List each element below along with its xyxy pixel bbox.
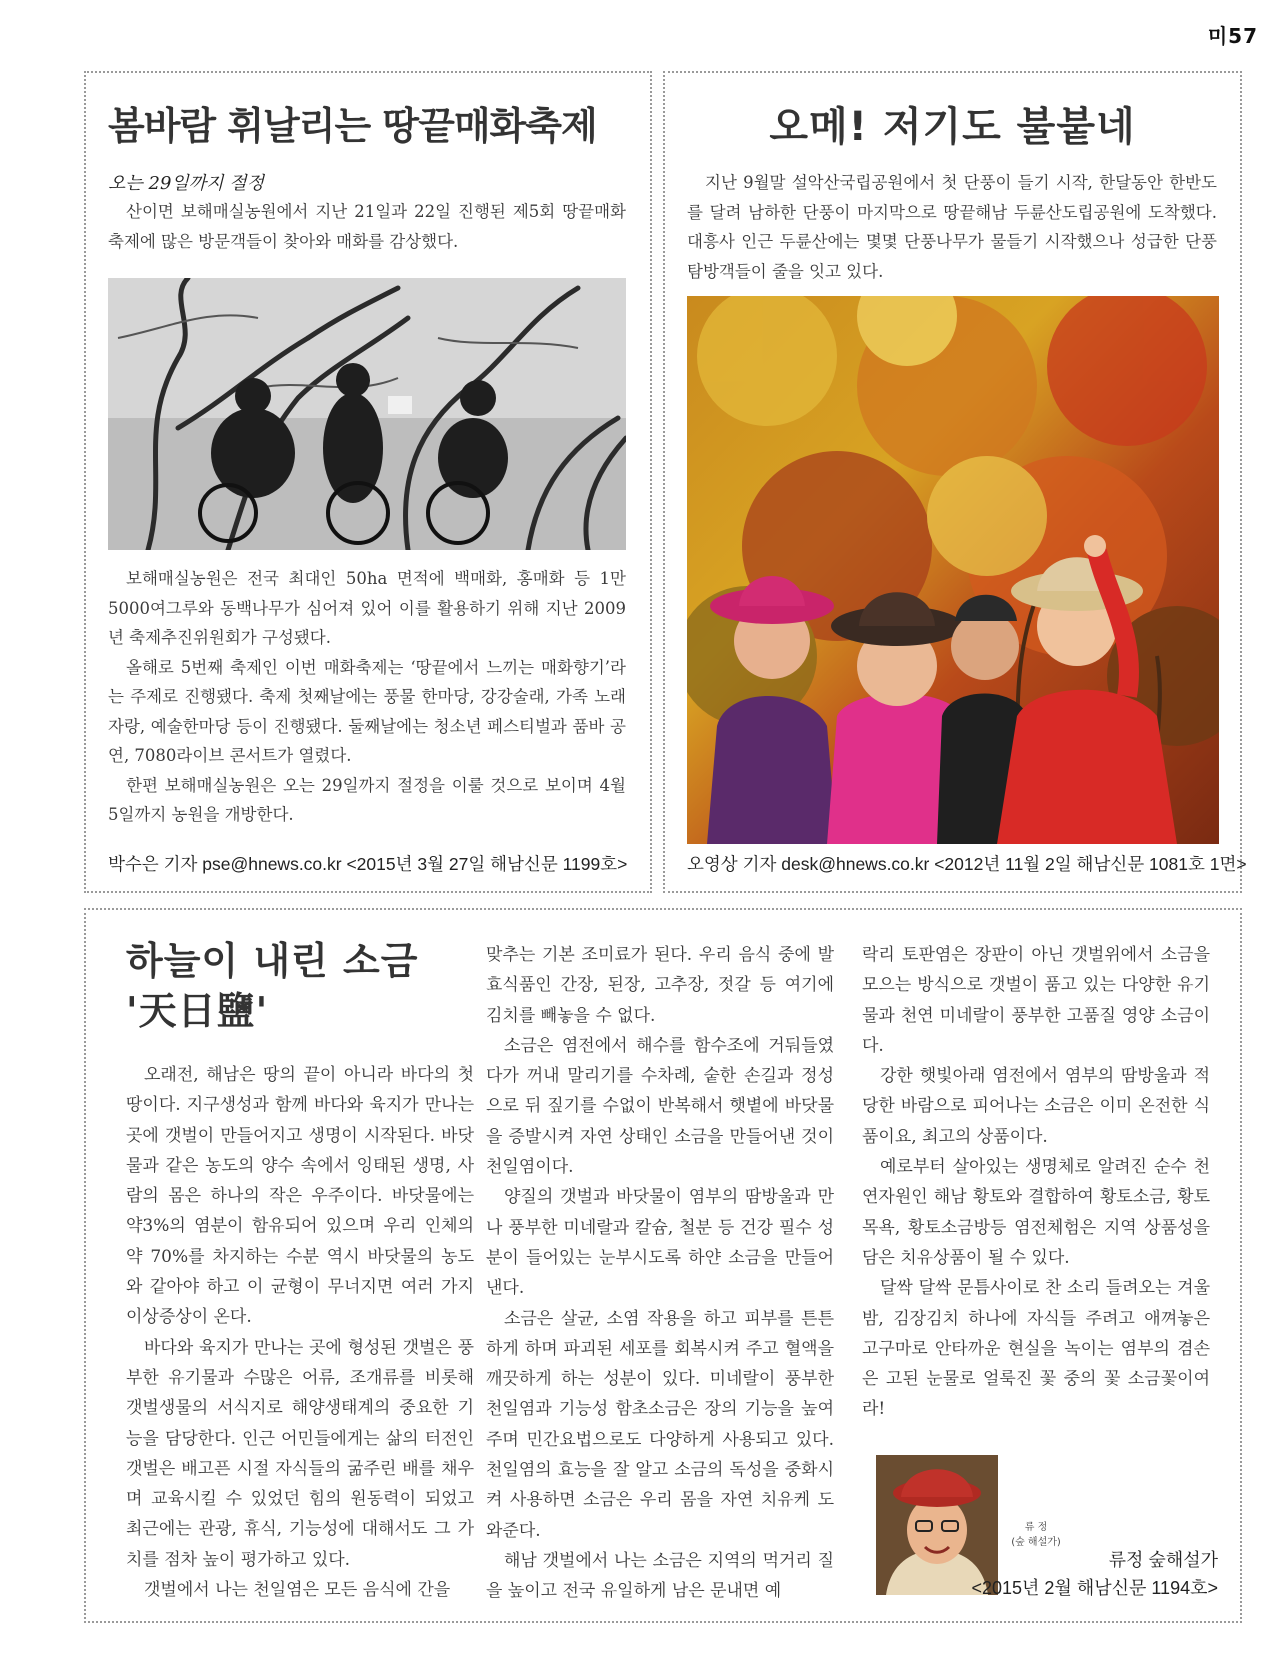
paragraph: 맞추는 기본 조미료가 된다. 우리 음식 중에 발효식품인 간장, 된장, 고추장, 젓갈 등 여기에 김치를 빼놓을 수 없다. <box>486 945 834 1026</box>
paragraph: 바다와 육지가 만나는 곳에 형성된 갯벌은 풍부한 유기물과 수많은 어류, 조개류를 비롯해 갯벌생물의 서식지로 해양생태계의 중요한 기능을 담당한다. 인근 어민들에게는 삶의 터전인 갯벌은 배고픈 시절 자식들의 굶주린 배를 채우며 교육시킬 수 있었던 힘의 원동력이 되었고 최근에는 관광, 휴식, 기능성에 대해서도 그 가치를 점차 높이 평가하고 있다. <box>126 1337 474 1570</box>
byline: 오영상 기자 desk@hnews.co.kr <2012년 11월 2일 해남신문 1081호 1면> <box>687 854 1247 874</box>
paragraph: 보해매실농원은 전국 최대인 50ha 면적에 백매화, 홍매화 등 1만5000여그루와 동백나무가 심어져 있어 이를 활용하기 위해 지난 2009년 축제추진위원회가 구성됐다. <box>108 569 626 647</box>
lead-paragraph <box>687 168 1217 286</box>
paragraph: 강한 햇빛아래 염전에서 염부의 땀방울과 적당한 바람으로 피어나는 소금은 이미 온전한 식품이요, 최고의 상품이다. <box>862 1066 1210 1147</box>
source-issue: <2015년 2월 해남신문 1194호> <box>971 1578 1218 1598</box>
article-sun-dried-salt <box>84 908 1242 1623</box>
column-1 <box>126 1060 474 1605</box>
lead-paragraph <box>108 197 626 256</box>
paragraph: 달싹 달싹 문틈사이로 찬 소리 들려오는 겨울 밤, 김장김치 하나에 자식들 주려고 애껴놓은 고구마로 안타까운 현실을 녹이는 염부의 겸손은 고된 눈물로 얼룩진 꽃 중의 꽃 소금꽃이여라! <box>862 1278 1210 1420</box>
headline-line-1: 하늘이 내린 소금 <box>126 939 419 983</box>
subhead: 오는 29일까지 절정 <box>108 173 265 194</box>
paragraph: 해남 갯벌에서 나는 소금은 지역의 먹거리 질을 높이고 전국 유일하게 남은 문내면 예 <box>486 1550 834 1602</box>
headline-line-2: '天日鹽' <box>126 989 269 1033</box>
paragraph: 한편 보해매실농원은 오는 29일까지 절정을 이룰 것으로 보이며 4월 5일까지 농원을 개방한다. <box>108 775 626 824</box>
paragraph: 소금은 살균, 소염 작용을 하고 피부를 튼튼하게 하며 파괴된 세포를 회복시켜 주고 혈액을 깨끗하게 하는 성분이 있다. 미네랄이 풍부한 천일염과 기능성 함초소금은 장의 기능을 높여 주며 민간요법으로도 다양하게 사용되고 있다. 천일염의 효능을 잘 알고 소금의 독성을 중화시켜 사용하면 소금은 우리 몸을 자연 치유케 도와준다. <box>486 1308 834 1541</box>
paragraph: 올해로 5번째 축제인 이번 매화축제는 ‘땅끝에서 느끼는 매화향기’라는 주제로 진행됐다. 축제 첫째날에는 풍물 한마당, 강강술래, 가족 노래자랑, 예술한마당 등이 진행됐다. 둘째날에는 청소년 페스티벌과 품바 공연, 7080라이브 콘서트가 열렸다. <box>108 657 626 765</box>
article-body <box>108 564 626 830</box>
page-number: 미57 <box>1207 24 1258 48</box>
lead-text: 지난 9월말 설악산국립공원에서 첫 단풍이 들기 시작, 한달동안 한반도를 달려 남하한 단풍이 마지막으로 땅끝해남 두륜산도립공원에 도착했다. 대흥사 인근 두륜산에는 몇몇 단풍나무가 물들기 시작했으나 성급한 단풍 탐방객들이 줄을 잇고 있다. <box>687 173 1217 281</box>
caption-role: (숲 해설가) <box>1011 1537 1061 1548</box>
column-3 <box>862 940 1210 1425</box>
column-2 <box>486 940 834 1607</box>
article-autumn-leaves <box>663 71 1247 893</box>
paragraph: 양질의 갯벌과 바닷물이 염부의 땀방울과 만나 풍부한 미네랄과 칼슘, 철분 등 건강 필수 성분이 들어있는 눈부시도록 하얀 소금을 만들어낸다. <box>486 1187 834 1299</box>
paragraph: 소금은 염전에서 해수를 함수조에 거둬들였다가 꺼내 말리기를 수차례, 숱한 손길과 정성으로 뒤 짚기를 수없이 반복해서 햇볕에 바닷물을 증발시켜 자연 상태인 소금을 만들어낸 것이 천일염이다. <box>486 1035 834 1178</box>
article-plum-festival <box>84 71 652 893</box>
headline: 오메! 저기도 불붙네 <box>769 104 1136 150</box>
lead-text: 산이면 보해매실농원에서 지난 21일과 22일 진행된 제5회 땅끝매화축제에 많은 방문객들이 찾아와 매화를 감상했다. <box>108 202 626 251</box>
paragraph: 예로부터 살아있는 생명체로 알려진 순수 천연자원인 해남 황토와 결합하여 황토소금, 황토목욕, 황토소금방등 염전체험은 지역 상품성을 담은 치유상품이 될 수 있다. <box>862 1157 1210 1268</box>
paragraph: 락리 토판염은 장판이 아닌 갯벌위에서 소금을 모으는 방식으로 갯벌이 품고 있는 다양한 유기물과 천연 미네랄이 풍부한 고품질 영양 소금이다. <box>862 945 1210 1056</box>
paragraph: 갯벌에서 나는 천일염은 모든 음식에 간을 <box>144 1580 451 1601</box>
caption-name: 류 정 <box>1024 1522 1048 1533</box>
headline <box>126 936 418 1036</box>
paragraph: 오래전, 해남은 땅의 끝이 아니라 바다의 첫 땅이다. 지구생성과 함께 바다와 육지가 만나는 곳에 갯벌이 만들어지고 생명이 시작된다. 바닷물과 같은 농도의 양수 속에서 잉태된 생명, 사람의 몸은 하나의 작은 우주이다. 바닷물에는 약3%의 염분이 함유되어 있으며 우리 인체의 약 70%를 차지하는 수분 역시 바닷물의 농도와 같아야 하고 이 균형이 무너지면 여러 가지 이상증상이 온다. <box>126 1065 474 1328</box>
autumn-hikers-photo <box>687 296 1219 844</box>
author-name: 류정 숲해설가 <box>1108 1550 1218 1570</box>
plum-blossom-photo <box>108 278 626 550</box>
headline: 봄바람 휘날리는 땅끝매화축제 <box>108 104 597 148</box>
byline: 박수은 기자 pse@hnews.co.kr <2015년 3월 27일 해남신문 1199호> <box>108 854 628 874</box>
author-byline <box>971 1546 1218 1602</box>
